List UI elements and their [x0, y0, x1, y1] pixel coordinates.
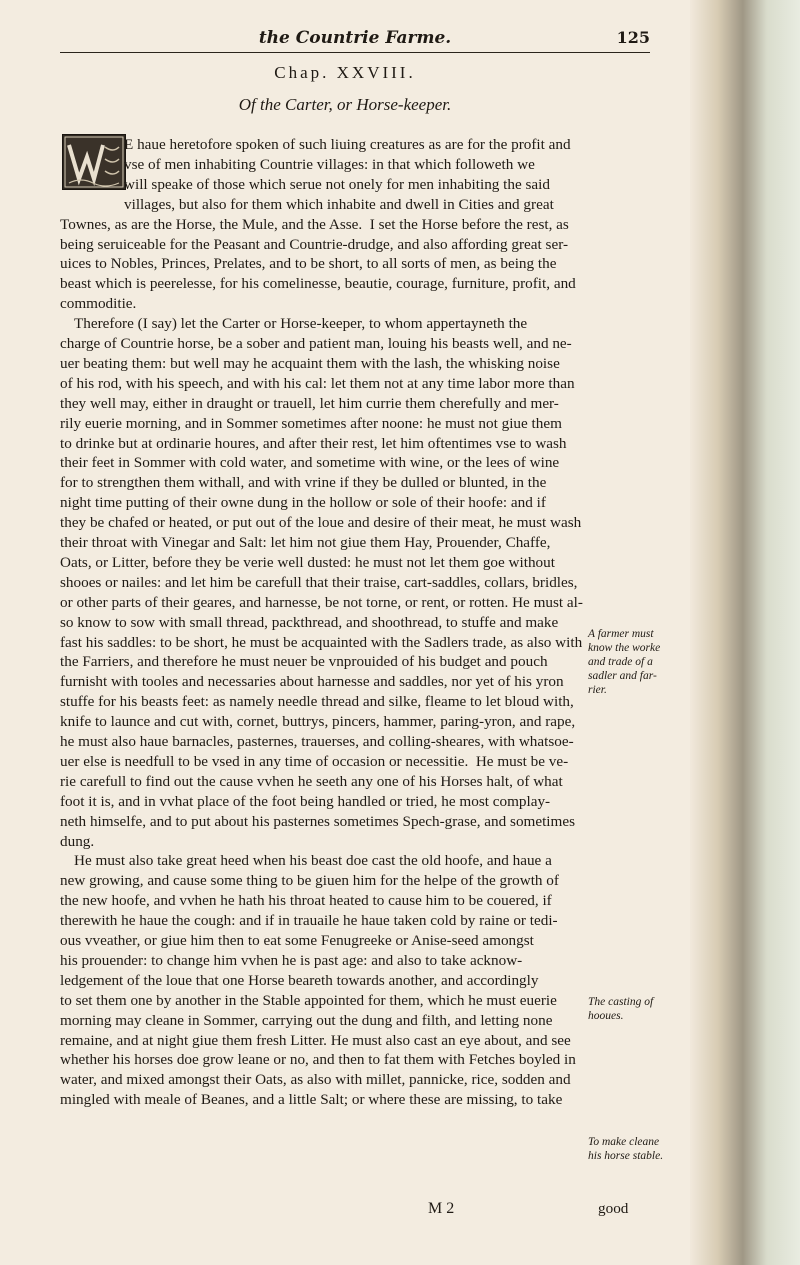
body-line: furnisht with tooles and necessaries about harnesse and saddles, nor yet of his yron	[60, 673, 564, 691]
body-line: being seruiceable for the Peasant and Countrie-drudge, and also affording great ser-	[60, 235, 569, 253]
page-number: 125	[616, 28, 650, 47]
body-line: night time putting of their owne dung in the hollow or sole of their hoofe: and if	[60, 494, 546, 512]
body-line: the Farriers, and therefore he must neuer be vnprouided of his budget and pouch	[60, 653, 548, 671]
body-line: uices to Nobles, Princes, Prelates, and to be short, to all sorts of men, as being the	[60, 255, 557, 273]
margin-note: sadler and far-	[588, 670, 657, 682]
catchword: good	[598, 1200, 629, 1217]
body-line: ous vveather, or giue him then to eat some Fenugreeke or Anise-seed amongst	[60, 932, 534, 949]
body-line: they be chafed or heated, or put out of the loue and desire of their meat, he must wash	[60, 514, 582, 532]
body-line: uer else is needfull to be vsed in any time of occasion or necessitie. He must be ve-	[60, 752, 569, 770]
body-line: they well may, either in draught or trauell, let him currie them cherefully and mer-	[60, 394, 559, 412]
body-line: their feet in Sommer with cold water, and sometime with wine, or the lees of wine	[60, 454, 560, 472]
body-line: knife to launce and cut with, cornet, buttrys, pincers, hammer, paring-yron, and rape,	[60, 713, 576, 731]
body-line: their throat with Vinegar and Salt: let him not giue them Hay, Prouender, Chaffe,	[60, 534, 551, 551]
body-line: to set them one by another in the Stable appointed for them, which he must euerie	[60, 991, 557, 1009]
body-line: new growing, and cause some thing to be giuen him for the helpe of the growth of	[60, 872, 559, 890]
body-line: uer beating them: but well may he acquaint them with the lash, the whisking noise	[60, 354, 560, 372]
body-line: villages, but also for them which inhabite and dwell in Cities and great	[124, 195, 554, 213]
body-line: E haue heretofore spoken of such liuing creatures as are for the profit and	[124, 136, 571, 153]
body-line: Oats, or Litter, before they be verie well dusted: he must not let them goe without	[60, 553, 555, 571]
body-line: rie carefull to find out the cause vvhen he seeth any one of his Horses halt, of what	[60, 772, 563, 790]
margin-note: A farmer must	[588, 628, 654, 640]
body-line: neth himselfe, and to put about his pasternes sometimes Spech-grase, and sometimes	[60, 812, 575, 830]
body-line: morning may cleane in Sommer, carrying out the dung and filth, and letting none	[60, 1011, 553, 1029]
margin-note: and trade of a	[588, 656, 653, 668]
body-line: rily euerie morning, and in Sommer sometimes after noone: he must not giue them	[60, 414, 562, 432]
body-line: for to strengthen them withall, and with vrine if they be dulled or blunted, in the	[60, 474, 547, 492]
body-line: beast which is peerelesse, for his comelinesse, beautie, courage, furniture, profit, and	[60, 275, 576, 293]
body-line: the new hoofe, and vvhen he hath his throat heated to cause him to be couered, if	[60, 892, 552, 910]
body-line: ledgement of the loue that one Horse beareth towards another, and accordingly	[60, 971, 539, 989]
body-line: his prouender: to change him vvhen he is past age: and also to take acknow-	[60, 951, 523, 969]
body-line: whether his horses doe grow leane or no, and then to fat them with Fetches boyled in	[60, 1051, 576, 1069]
chapter-title: Of the Carter, or Horse-keeper.	[238, 95, 452, 114]
body-line: fast his saddles: to be short, he must be acquainted with the Sadlers trade, as also with	[60, 633, 583, 651]
body-line: of his rod, with his speech, and with his cal: let them not at any time labor more than	[60, 374, 575, 392]
body-line: remaine, and at night giue them fresh Litter. He must also cast an eye about, and see	[60, 1031, 571, 1049]
body-line: will speake of those which serue not onely for men inhabiting the said	[124, 175, 550, 193]
body-line: foot it is, and in vvhat place of the foot being handled or tried, he most complay-	[60, 792, 551, 810]
body-line: vse of men inhabiting Countrie villages: in that which followeth we	[124, 155, 535, 173]
margin-note: The casting of	[588, 996, 654, 1008]
body-line: to drinke but at ordinarie houres, and after their rest, let him oftentimes vse to wash	[60, 434, 567, 452]
margin-note: his horse stable.	[588, 1150, 664, 1162]
body-line: he must also haue barnacles, pasternes, trauerses, and colling-sheares, with whatsoe-	[60, 733, 574, 750]
margin-note: hooues.	[588, 1010, 624, 1022]
body-line: so know to sow with small thread, packthread, and shoothread, to stuffe and make	[60, 613, 559, 631]
body-line: commoditie.	[60, 295, 137, 313]
body-line: charge of Countrie horse, be a sober and patient man, louing his beasts well, and ne-	[60, 335, 572, 352]
body-line: dung.	[60, 832, 95, 850]
binding-gutter	[690, 0, 800, 1265]
body-line: Townes, as are the Horse, the Mule, and the Asse. I set the Horse before the rest, as	[60, 215, 569, 233]
body-line: He must also take great heed when his beast doe cast the old hoofe, and haue a	[74, 852, 552, 870]
body-line: shooes or nailes: and let him be carefull that their traise, cart-saddles, collars, bridles,	[60, 573, 578, 591]
body-line: water, and mixed amongst their Oats, as also with millet, pannicke, rice, sodden and	[60, 1071, 571, 1089]
body-line: mingled with meale of Beanes, and a little Salt; or where these are missing, to take	[60, 1091, 563, 1109]
chapter-number: Chap. XXVIII.	[274, 63, 416, 82]
body-line: therewith he haue the cough: and if in trauaile he haue taken cold by raine or tedi-	[60, 912, 558, 930]
body-line: stuffe for his beasts feet: as namely needle thread and silke, fleame to let bloud with,	[60, 693, 574, 711]
body-line: Therefore (I say) let the Carter or Horse-keeper, to whom appertayneth the	[74, 315, 528, 333]
signature-mark: M 2	[428, 1200, 455, 1217]
margin-note: know the worke	[588, 642, 661, 654]
margin-note: rier.	[588, 684, 607, 696]
running-title: the Countrie Farme.	[258, 28, 452, 48]
body-line: or other parts of their geares, and harnesse, be not torne, or rent, or rotten. He must al-	[60, 593, 583, 611]
margin-note: To make cleane	[588, 1136, 660, 1148]
